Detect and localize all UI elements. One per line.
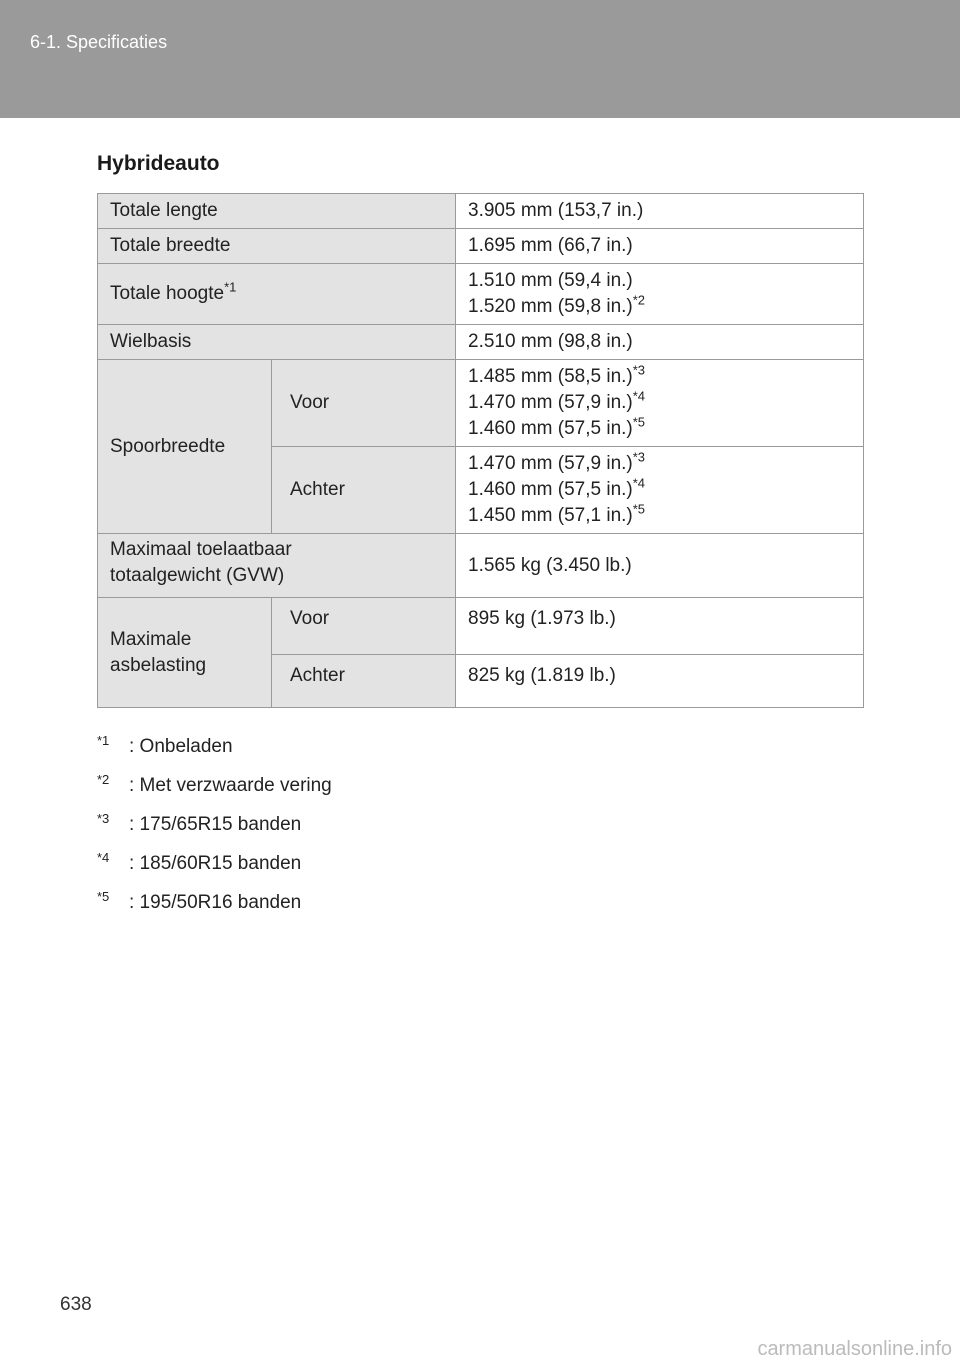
footnote-item: $^{*5}$ : 195/50R16 banden [97, 888, 302, 913]
value-hoogte [456, 264, 864, 325]
footnote-text: : 195/50R16 banden [129, 892, 302, 913]
label-hoogte [98, 264, 456, 325]
table-row [98, 534, 864, 598]
table-row [98, 598, 864, 655]
label-line: Maximaal toelaatbaar [110, 539, 292, 560]
value-breedte: 1.695 mm (66,7 in.) [456, 229, 864, 264]
section-title: 6-1. Specificaties [30, 32, 168, 52]
footnote-ref: *3 [632, 362, 646, 378]
value-spoor-achter [456, 447, 864, 534]
footnote-text: : 175/65R15 banden [129, 814, 302, 835]
footnotes [97, 732, 332, 931]
value-line [468, 268, 851, 294]
value-line [468, 451, 851, 477]
footnote-ref: *3 [632, 449, 646, 465]
header-bar [0, 0, 960, 118]
footnote-item: $^{*3}$ : 175/65R15 banden [97, 810, 302, 835]
footnote-text: : 185/60R15 banden [129, 853, 302, 874]
label-spoor-achter: Achter [272, 447, 456, 534]
value-text: 1.460 mm (57,5 in.) [468, 418, 633, 439]
spec-table [97, 193, 864, 708]
value-text: 1.470 mm (57,9 in.) [468, 453, 633, 474]
value-text: 1.460 mm (57,5 in.) [468, 479, 633, 500]
label-line: totaalgewicht (GVW) [110, 565, 285, 586]
footnote-ref: *4 [632, 388, 646, 404]
value-line [468, 503, 851, 529]
footnote-item: $^{*2}$ : Met verzwaarde vering [97, 771, 332, 796]
label-spoor-voor: Voor [272, 360, 456, 447]
value-text: 1.485 mm (58,5 in.) [468, 366, 633, 387]
table-row [98, 325, 864, 360]
page-title: Hybrideauto [97, 152, 220, 175]
value-gvw: 1.565 kg (3.450 lb.) [456, 534, 864, 598]
table-row [98, 360, 864, 447]
label-as-achter: Achter [272, 655, 456, 708]
footnote-item: $^{*4}$ : 185/60R15 banden [97, 849, 302, 874]
value-line [468, 390, 851, 416]
footnote-text: : Met verzwaarde vering [129, 775, 332, 796]
label-gvw [98, 534, 456, 598]
table-row [98, 264, 864, 325]
label-as-voor: Voor [272, 598, 456, 655]
value-line [468, 416, 851, 442]
value-text: 1.470 mm (57,9 in.) [468, 392, 633, 413]
label-spoorbreedte: Spoorbreedte [98, 360, 272, 534]
footnote-text: : Onbeladen [129, 736, 233, 757]
value-as-voor: 895 kg (1.973 lb.) [456, 598, 864, 655]
value-line [468, 294, 851, 320]
value-lengte: 3.905 mm (153,7 in.) [456, 194, 864, 229]
value-line [468, 364, 851, 390]
value-text: 1.520 mm (59,8 in.) [468, 296, 633, 317]
page-number: 638 [60, 1294, 92, 1315]
footnote-ref: *5 [632, 414, 646, 430]
label-lengte: Totale lengte [98, 194, 456, 229]
value-text: 1.450 mm (57,1 in.) [468, 505, 633, 526]
label-wielbasis: Wielbasis [98, 325, 456, 360]
label-asbelasting [98, 598, 272, 708]
table-row [98, 194, 864, 229]
value-text: 1.510 mm (59,4 in.) [468, 270, 633, 291]
label-breedte: Totale breedte [98, 229, 456, 264]
label-line: asbelasting [110, 654, 207, 676]
value-as-achter: 825 kg (1.819 lb.) [456, 655, 864, 708]
footnote-ref: *4 [632, 475, 646, 491]
value-line [468, 477, 851, 503]
watermark[interactable]: carmanualsonline.info [757, 1338, 952, 1360]
footnote-ref: *5 [632, 501, 646, 517]
label-hoogte-text: Totale hoogte [110, 283, 225, 304]
footnote-ref: *1 [224, 279, 237, 295]
footnote-ref: *2 [632, 292, 646, 308]
footnote-item: $^{*1}$ : Onbeladen [97, 732, 233, 757]
label-line: Maximale [110, 628, 192, 650]
table-row [98, 229, 864, 264]
value-wielbasis: 2.510 mm (98,8 in.) [456, 325, 864, 360]
value-spoor-voor [456, 360, 864, 447]
